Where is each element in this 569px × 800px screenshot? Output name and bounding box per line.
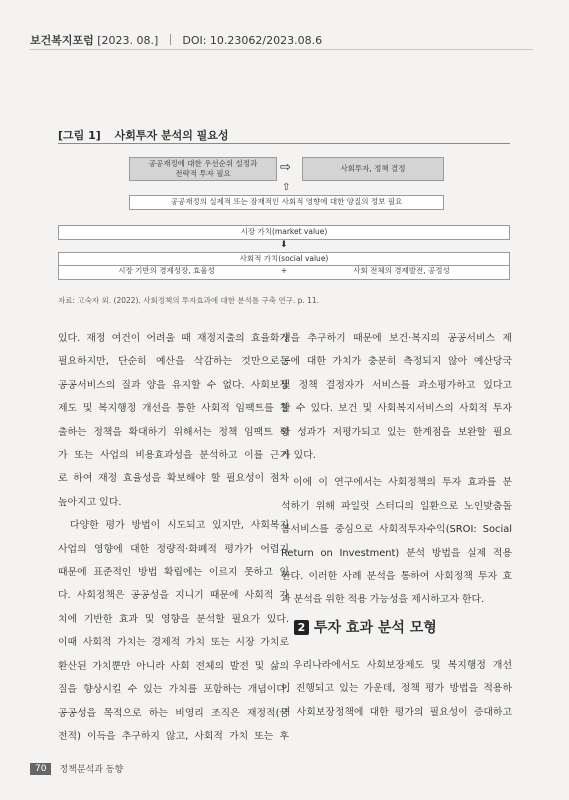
social-value-details <box>59 265 509 276</box>
detail-social-development: 사회 전체의 경제발전, 공정성 <box>353 266 450 276</box>
figure-label: [그림 1] <box>58 129 101 142</box>
figure-caption: 사회투자 분석의 필요성 <box>114 129 229 142</box>
left-paragraph-2: 다양한 평가 방법이 시도되고 있지만, 사회복지 사업의 영향에 대한 정량적·화폐적 평가가 어렵기 때문에 표준적인 방법 확립에는 이르지 못하고 있 다. 사회정책은 공공성을 지니기 때문에 사회적 가 치에 기반한 효과 및 영향을 분석할 필요가 있다. 이때 사회적 가치는 경제적 가치 또는 시장 가치로 환산된 가치뿐만 아니라 사회 전체의 발전 및 삶의 질을 향상시킬 수 있는 가치를 포함하는 개념이다. 공공성을 목적으로 하는 비영리 조직은 재정적(금 전적) 이득을 추구하지 않고, 사회적 가치 또는 후 <box>58 520 289 742</box>
header-rule <box>30 49 533 50</box>
detail-plus: + <box>280 266 288 276</box>
journal-issue: [2023. 08.] <box>97 34 159 47</box>
diagram-box-decision: 사회투자, 정책 결정 <box>302 157 444 181</box>
journal-name: 보건복지포럼 <box>30 34 94 47</box>
page-footer <box>30 762 123 775</box>
arrow-right-icon: ⇨ <box>280 160 291 175</box>
diagram-box-information: 공공재정의 실제적 또는 잠재적인 사회적 영향에 대한 양질의 정보 필요 <box>129 195 444 210</box>
section-number-badge: 2 <box>294 620 309 635</box>
right-paragraph-3: 우리나라에서도 사회보장제도 및 복지행정 개선 이 진행되고 있는 가운데, 정책 평가 방법을 적용하 여 사회보장정책에 대한 평가의 필요성이 증대하고 <box>281 660 512 718</box>
diagram-box-market-value: 시장 가치(market value) <box>58 225 510 240</box>
figure-rule <box>58 143 510 144</box>
right-column-lower <box>281 654 512 724</box>
page-number: 70 <box>30 763 51 775</box>
left-column <box>58 327 289 748</box>
figure-source: 자료: 고숙자 외. (2022). 사회정책의 투자효과에 대한 분석틀 구축 연구. p. 11. <box>58 296 320 305</box>
left-paragraph-1: 있다. 재정 여건이 어려울 때 재정지출의 효율화가 필요하지만, 단순히 예산을 삭감하는 것만으로는 공공서비스의 질과 양을 유지할 수 없다. 사회보장 제도 및 복지행정 개선을 통한 사회적 임팩트를 창 출하는 정책을 확대하기 위해서는 정책 임팩트 평 가 또는 사업의 비용효과성을 분석하고 이를 근거 로 하여 재정 효율성을 확보해야 할 필요성이 점차 높아지고 있다. <box>58 333 289 508</box>
right-column <box>281 327 512 612</box>
section-title: 투자 효과 분석 모형 <box>314 620 437 636</box>
diagram-box-social-value: 사회적 가치(social value) 시장 기반의 경제성장, 효율성 + 사회 전체의 경제발전, 공정성 <box>58 252 510 280</box>
diagram-box-priority: 공공재정에 대한 우선순위 설정과 전략적 투자 필요 <box>129 157 277 181</box>
detail-market-growth: 시장 기반의 경제성장, 효율성 <box>118 266 215 276</box>
footer-section: 정책분석과 동향 <box>59 765 124 775</box>
right-paragraph-1: 생을 추구하기 때문에 보건·복지의 공공서비스 제 공에 대한 가치가 충분히 측정되지 않아 예산당국 및 정책 결정자가 서비스를 과소평가하고 있다고 할 수 있다. 보건 및 사회복지서비스의 사회적 투자 와 성과가 저평가되고 있는 한계점을 보완할 필요 가 있다. <box>281 333 512 462</box>
figure-title <box>58 127 229 143</box>
doi-text: DOI: 10.23062/2023.08.6 <box>182 34 323 47</box>
right-paragraph-2: 이에 이 연구에서는 사회정책의 투자 효과를 분 석하기 위해 파일럿 스터디의 일환으로 노인맞춤돌 봄서비스를 중심으로 사회적투자수익(SROI: Social Return on Investment) 분석 방법을 실제 적용 한다. 이러한 사례 분석을 통하여 사회정책 투자 효 과 분석을 위한 적용 가능성을 제시하고자 한다. <box>281 477 512 606</box>
arrow-down-icon: ⬇ <box>280 240 288 250</box>
running-header <box>30 32 322 48</box>
section-heading <box>294 617 437 637</box>
header-divider <box>170 34 171 45</box>
arrow-up-icon: ⇧ <box>282 182 291 193</box>
